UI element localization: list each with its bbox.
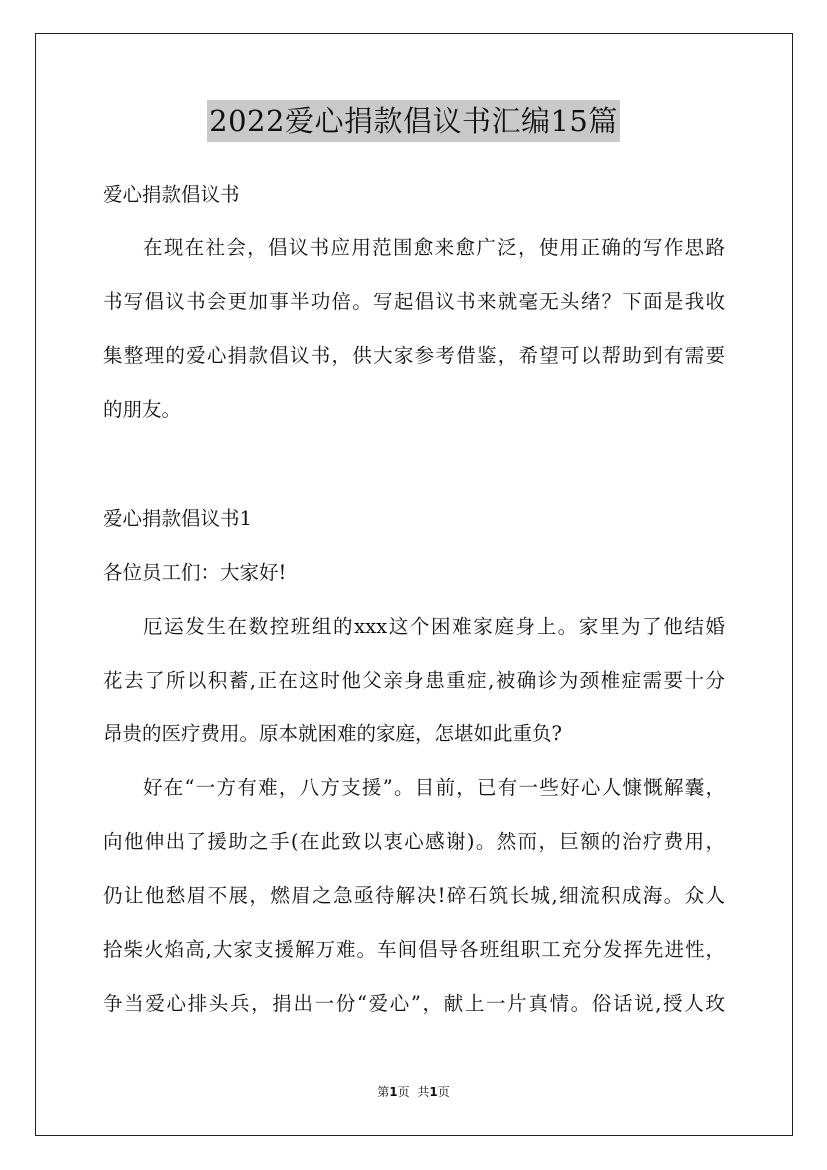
paragraph1-line: 花去了所以积蓄,正在这时他父亲身患重症,被确诊为颈椎症需要十分 xyxy=(103,669,725,692)
paragraph1-line: 厄运发生在数控班组的xxx这个困难家庭身上。家里为了他结婚 xyxy=(143,615,725,638)
intro-line: 在现在社会，倡议书应用范围愈来愈广泛，使用正确的写作思路 xyxy=(143,236,725,259)
page-footer xyxy=(0,1083,827,1100)
page-prefix: 第 xyxy=(377,1085,390,1099)
section1-heading: 爱心捐款倡议书1 xyxy=(103,507,252,530)
paragraph2-line: 好在“一方有难，八方支援”。目前，已有一些好心人慷慨解囊， xyxy=(143,776,725,799)
total-prefix: 共 xyxy=(417,1085,430,1099)
page-suffix: 页 xyxy=(397,1085,410,1099)
intro-line: 的朋友。 xyxy=(103,398,182,421)
intro-line: 集整理的爱心捐款倡议书，供大家参考借鉴，希望可以帮助到有需要 xyxy=(103,344,725,367)
intro-heading: 爱心捐款倡议书 xyxy=(103,183,240,206)
greeting: 各位员工们：大家好! xyxy=(103,561,287,584)
total-suffix: 页 xyxy=(437,1085,450,1099)
paragraph2-line: 争当爱心排头兵，捐出一份“爱心”，献上一片真情。俗话说,授人玫 xyxy=(103,992,725,1015)
paragraph2-line: 仍让他愁眉不展，燃眉之急亟待解决!碎石筑长城,细流积成海。众人 xyxy=(103,884,725,907)
document-title: 2022爱心捐款倡议书汇编15篇 xyxy=(207,100,620,142)
total-pages: 1 xyxy=(429,1085,438,1099)
title-container xyxy=(0,100,827,142)
paragraph2-line: 拾柴火焰高,大家支援解万难。车间倡导各班组职工充分发挥先进性， xyxy=(103,938,725,961)
intro-line: 书写倡议书会更加事半功倍。写起倡议书来就毫无头绪？下面是我收 xyxy=(103,290,725,313)
paragraph2-line: 向他伸出了援助之手(在此致以衷心感谢)。然而，巨额的治疗费用， xyxy=(103,830,725,853)
paragraph1-line: 昂贵的医疗费用。原本就困难的家庭，怎堪如此重负? xyxy=(103,722,562,745)
page-number: 1 xyxy=(389,1085,398,1099)
